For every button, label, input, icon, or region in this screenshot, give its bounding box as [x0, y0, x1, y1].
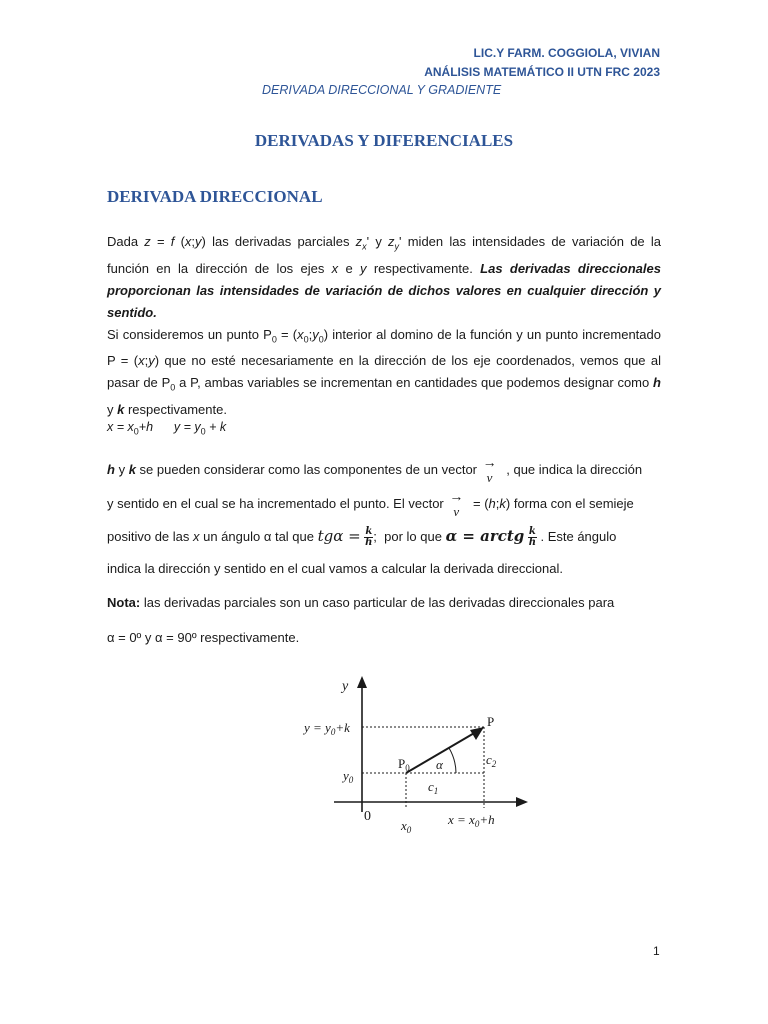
vector-line-4: indica la dirección y sentido en el cual vamos a calcular la derivada direccional.: [107, 561, 563, 576]
increment-equations: $x = x_0+h$ $y = y_0 + k$: [107, 420, 227, 437]
point-p0-label: $P_0$: [398, 756, 410, 773]
arctg-formula: α = arctg: [445, 527, 525, 545]
vector-v-symbol-2: → v: [449, 488, 464, 519]
vector-line-2: y sentido en el cual se ha incrementado el punto. El vector → v = (h;k) forma con el semieje: [107, 488, 634, 519]
section-heading: DERIVADA DIRECCIONAL: [107, 187, 323, 206]
c1-label: $c_1$: [428, 779, 439, 796]
x-end-label: $x = x_0+h$: [448, 812, 495, 829]
note-line: [107, 595, 661, 610]
paragraph-intro: Dada z = f (x;y) las derivadas parciales $z_x'$ y $z_y'$ miden las intensidades de variación de la función en la dirección de los ejes x e y respectivamente. Las derivadas direccionales proporcionan las intensidades de variación de dichos valores en cualquier dirección y sentido. Si consideremos un punto $P_0$ = $(x_0;y_0)$ interior al domino de la función y un punto incrementado P = (x;y) que no esté necesariamente en la dirección de los eje coordenados, vemos que al pasar de $P_0$ a P, ambas variables se incrementan en cantidades que podemos designar como h y k respectivamente.: [107, 234, 661, 417]
note-text: las derivadas parciales son un caso particular de las derivadas direccionales para: [140, 595, 615, 610]
page-title: DERIVADAS Y DIFERENCIALES: [254, 131, 514, 150]
vector-line-3: positivo de las x un ángulo α tal que tgα = $\frac{k}{h}$ ; por lo que α = arctg $\frac{k}{h}$ . Este ángulo: [107, 526, 617, 549]
header-course: ANÁLISIS MATEMÁTICO II UTN FRC 2023: [424, 65, 660, 79]
point-p-label: P: [487, 714, 495, 729]
y-axis-label: y: [342, 679, 349, 694]
y0-label: $y_0$: [343, 768, 354, 785]
x-axis-arrow: [516, 797, 528, 807]
directional-derivative-diagram: [296, 672, 536, 837]
alpha-label: α: [436, 757, 443, 772]
y-top-label: $y = y_0+k$: [304, 720, 350, 737]
angle-arc: [449, 748, 456, 773]
alpha-line: α = 0º y α = 90º respectivamente.: [107, 630, 300, 645]
vector-arrowhead: [470, 727, 484, 740]
y-axis-arrow: [357, 676, 367, 688]
vector-line-1: h y k se pueden considerar como las componentes de un vector → v , que indica la dirección: [107, 454, 643, 485]
vector-v-symbol: → v: [482, 454, 497, 485]
page-number: 1: [653, 944, 660, 958]
fraction-k-h-2: $\frac{k}{h}$: [528, 526, 537, 549]
x0-label: $x_0$: [401, 818, 412, 835]
note-label: Nota:: [107, 595, 141, 610]
header-topic: DERIVADA DIRECCIONAL Y GRADIENTE: [262, 83, 502, 97]
origin-label: 0: [364, 809, 371, 824]
fraction-k-h: $\frac{k}{h}$: [365, 526, 373, 549]
header-author: LIC.Y FARM. COGGIOLA, VIVIAN: [473, 46, 660, 60]
tg-formula: tgα =: [317, 527, 361, 545]
c2-label: $c_2$: [486, 752, 497, 769]
